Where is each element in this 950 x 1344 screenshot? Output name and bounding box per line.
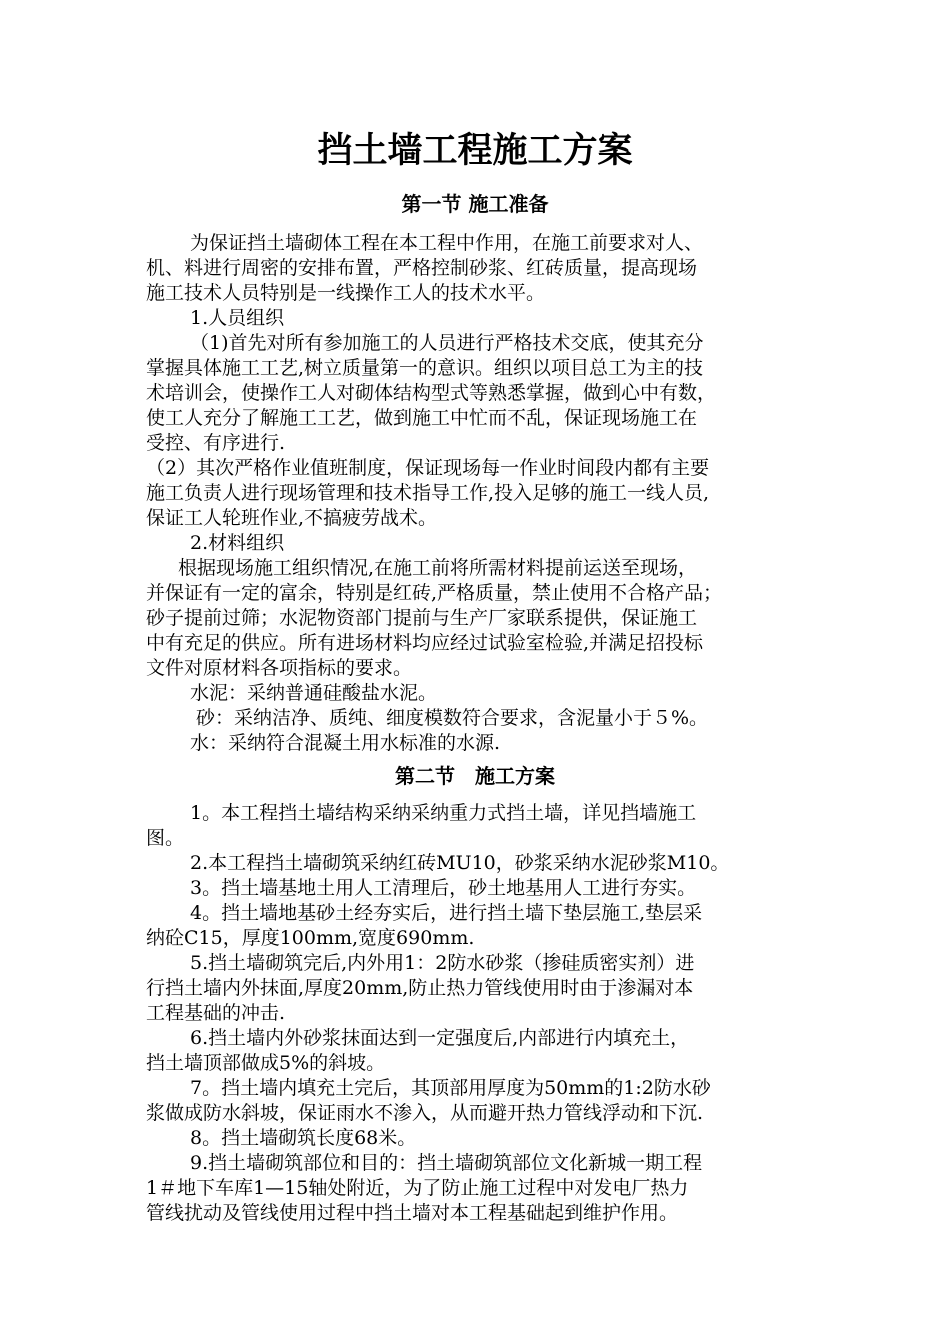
section2-line-7: 5.挡土墙砌筑完后,内外用1：2防水砂浆（掺硅质密实剂）进: [190, 952, 695, 974]
section2-line-1: 1。本工程挡土墙结构采纳采纳重力式挡土墙，详见挡墙施工: [190, 802, 697, 824]
section2-line-5: 4。挡土墙地基砂土经夯实后，进行挡土墙下垫层施工,垫层采: [190, 902, 703, 924]
section2-heading: 第二节 施工方案: [395, 764, 555, 788]
document-title: 挡土墙工程施工方案: [317, 131, 633, 171]
section2-line-11: 挡土墙顶部做成5%的斜坡。: [146, 1052, 386, 1074]
section2-line-13: 浆做成防水斜坡，保证雨水不渗入，从而避开热力管线浮动和下沉.: [146, 1102, 704, 1124]
section2-line-15: 9.挡土墙砌筑部位和目的：挡土墙砌筑部位文化新城一期工程: [190, 1152, 703, 1174]
section1-line-12: 保证工人轮班作业,不搞疲劳战术。: [146, 507, 438, 529]
section1-line-6: 掌握具体施工工艺,树立质量第一的意识。组织以项目总工为主的技: [146, 357, 704, 379]
section2-line-8: 行挡土墙内外抹面,厚度20mm,防止热力管线使用时由于渗漏对本: [146, 977, 694, 999]
section1-line-11: 施工负责人进行现场管理和技术指导工作,投入足够的施工一线人员,: [146, 482, 710, 504]
section2-line-3: 2.本工程挡土墙砌筑采纳红砖MU10，砂浆采纳水泥砂浆M10。: [190, 852, 730, 874]
section1-line-8: 使工人充分了解施工工艺，做到施工中忙而不乱，保证现场施工在: [146, 407, 698, 429]
section1-line-17: 中有充足的供应。所有进场材料均应经过试验室检验,并满足招投标: [146, 632, 704, 654]
section2-line-6: 纳砼C15，厚度100mm,宽度690mm.: [146, 927, 475, 949]
subheading-materials: 2.材料组织: [190, 532, 285, 554]
section1-line-16: 砂子提前过筛；水泥物资部门提前与生产厂家联系提供，保证施工: [146, 607, 698, 629]
section1-line-18: 文件对原材料各项指标的要求。: [146, 657, 413, 679]
section1-line-14: 根据现场施工组织情况,在施工前将所需材料提前运送至现场，: [178, 557, 698, 579]
material-cement: 水泥：采纳普通硅酸盐水泥。: [190, 682, 438, 704]
section2-line-10: 6.挡土墙内外砂浆抹面达到一定强度后,内部进行内填充土，: [190, 1027, 690, 1049]
section1-line-5: （1)首先对所有参加施工的人员进行严格技术交底，使其充分: [190, 332, 704, 354]
section2-line-17: 管线扰动及管线使用过程中挡土墙对本工程基础起到维护作用。: [146, 1202, 679, 1224]
section1-line-15: 并保证有一定的富余，特别是红砖,严格质量，禁止使用不合格产品；: [146, 582, 723, 604]
section1-heading: 第一节 施工准备: [401, 192, 549, 216]
section2-line-9: 工程基础的冲击.: [146, 1002, 286, 1024]
section1-line-9: 受控、有序进行.: [146, 432, 286, 454]
section1-line-3: 施工技术人员特别是一线操作工人的技术水平。: [146, 282, 546, 304]
section1-line-2: 机、料进行周密的安排布置，严格控制砂浆、红砖质量，提高现场: [146, 257, 698, 279]
section2-line-2: 图。: [146, 827, 185, 849]
section2-line-16: 1＃地下车库1—15轴处附近，为了防止施工过程中对发电厂热力: [146, 1177, 689, 1199]
section1-line-1: 为保证挡土墙砌体工程在本工程中作用，在施工前要求对人、: [190, 232, 704, 254]
section2-line-14: 8。挡土墙砌筑长度68米。: [190, 1127, 417, 1149]
section1-line-10: （2）其次严格作业值班制度，保证现场每一作业时间段内都有主要: [146, 457, 710, 479]
section2-line-4: 3。挡土墙基地土用人工清理后，砂土地基用人工进行夯实。: [190, 877, 697, 899]
material-sand: 砂：采纳洁净、质纯、细度模数符合要求，含泥量小于５%。: [196, 707, 709, 729]
material-water: 水：采纳符合混凝土用水标准的水源.: [190, 732, 501, 754]
section2-line-12: 7。挡土墙内填充土完后，其顶部用厚度为50mm的1:2防水砂: [190, 1077, 711, 1099]
section1-line-7: 术培训会，使操作工人对砌体结构型式等熟悉掌握，做到心中有数，: [146, 382, 717, 404]
subheading-personnel: 1.人员组织: [190, 307, 285, 329]
